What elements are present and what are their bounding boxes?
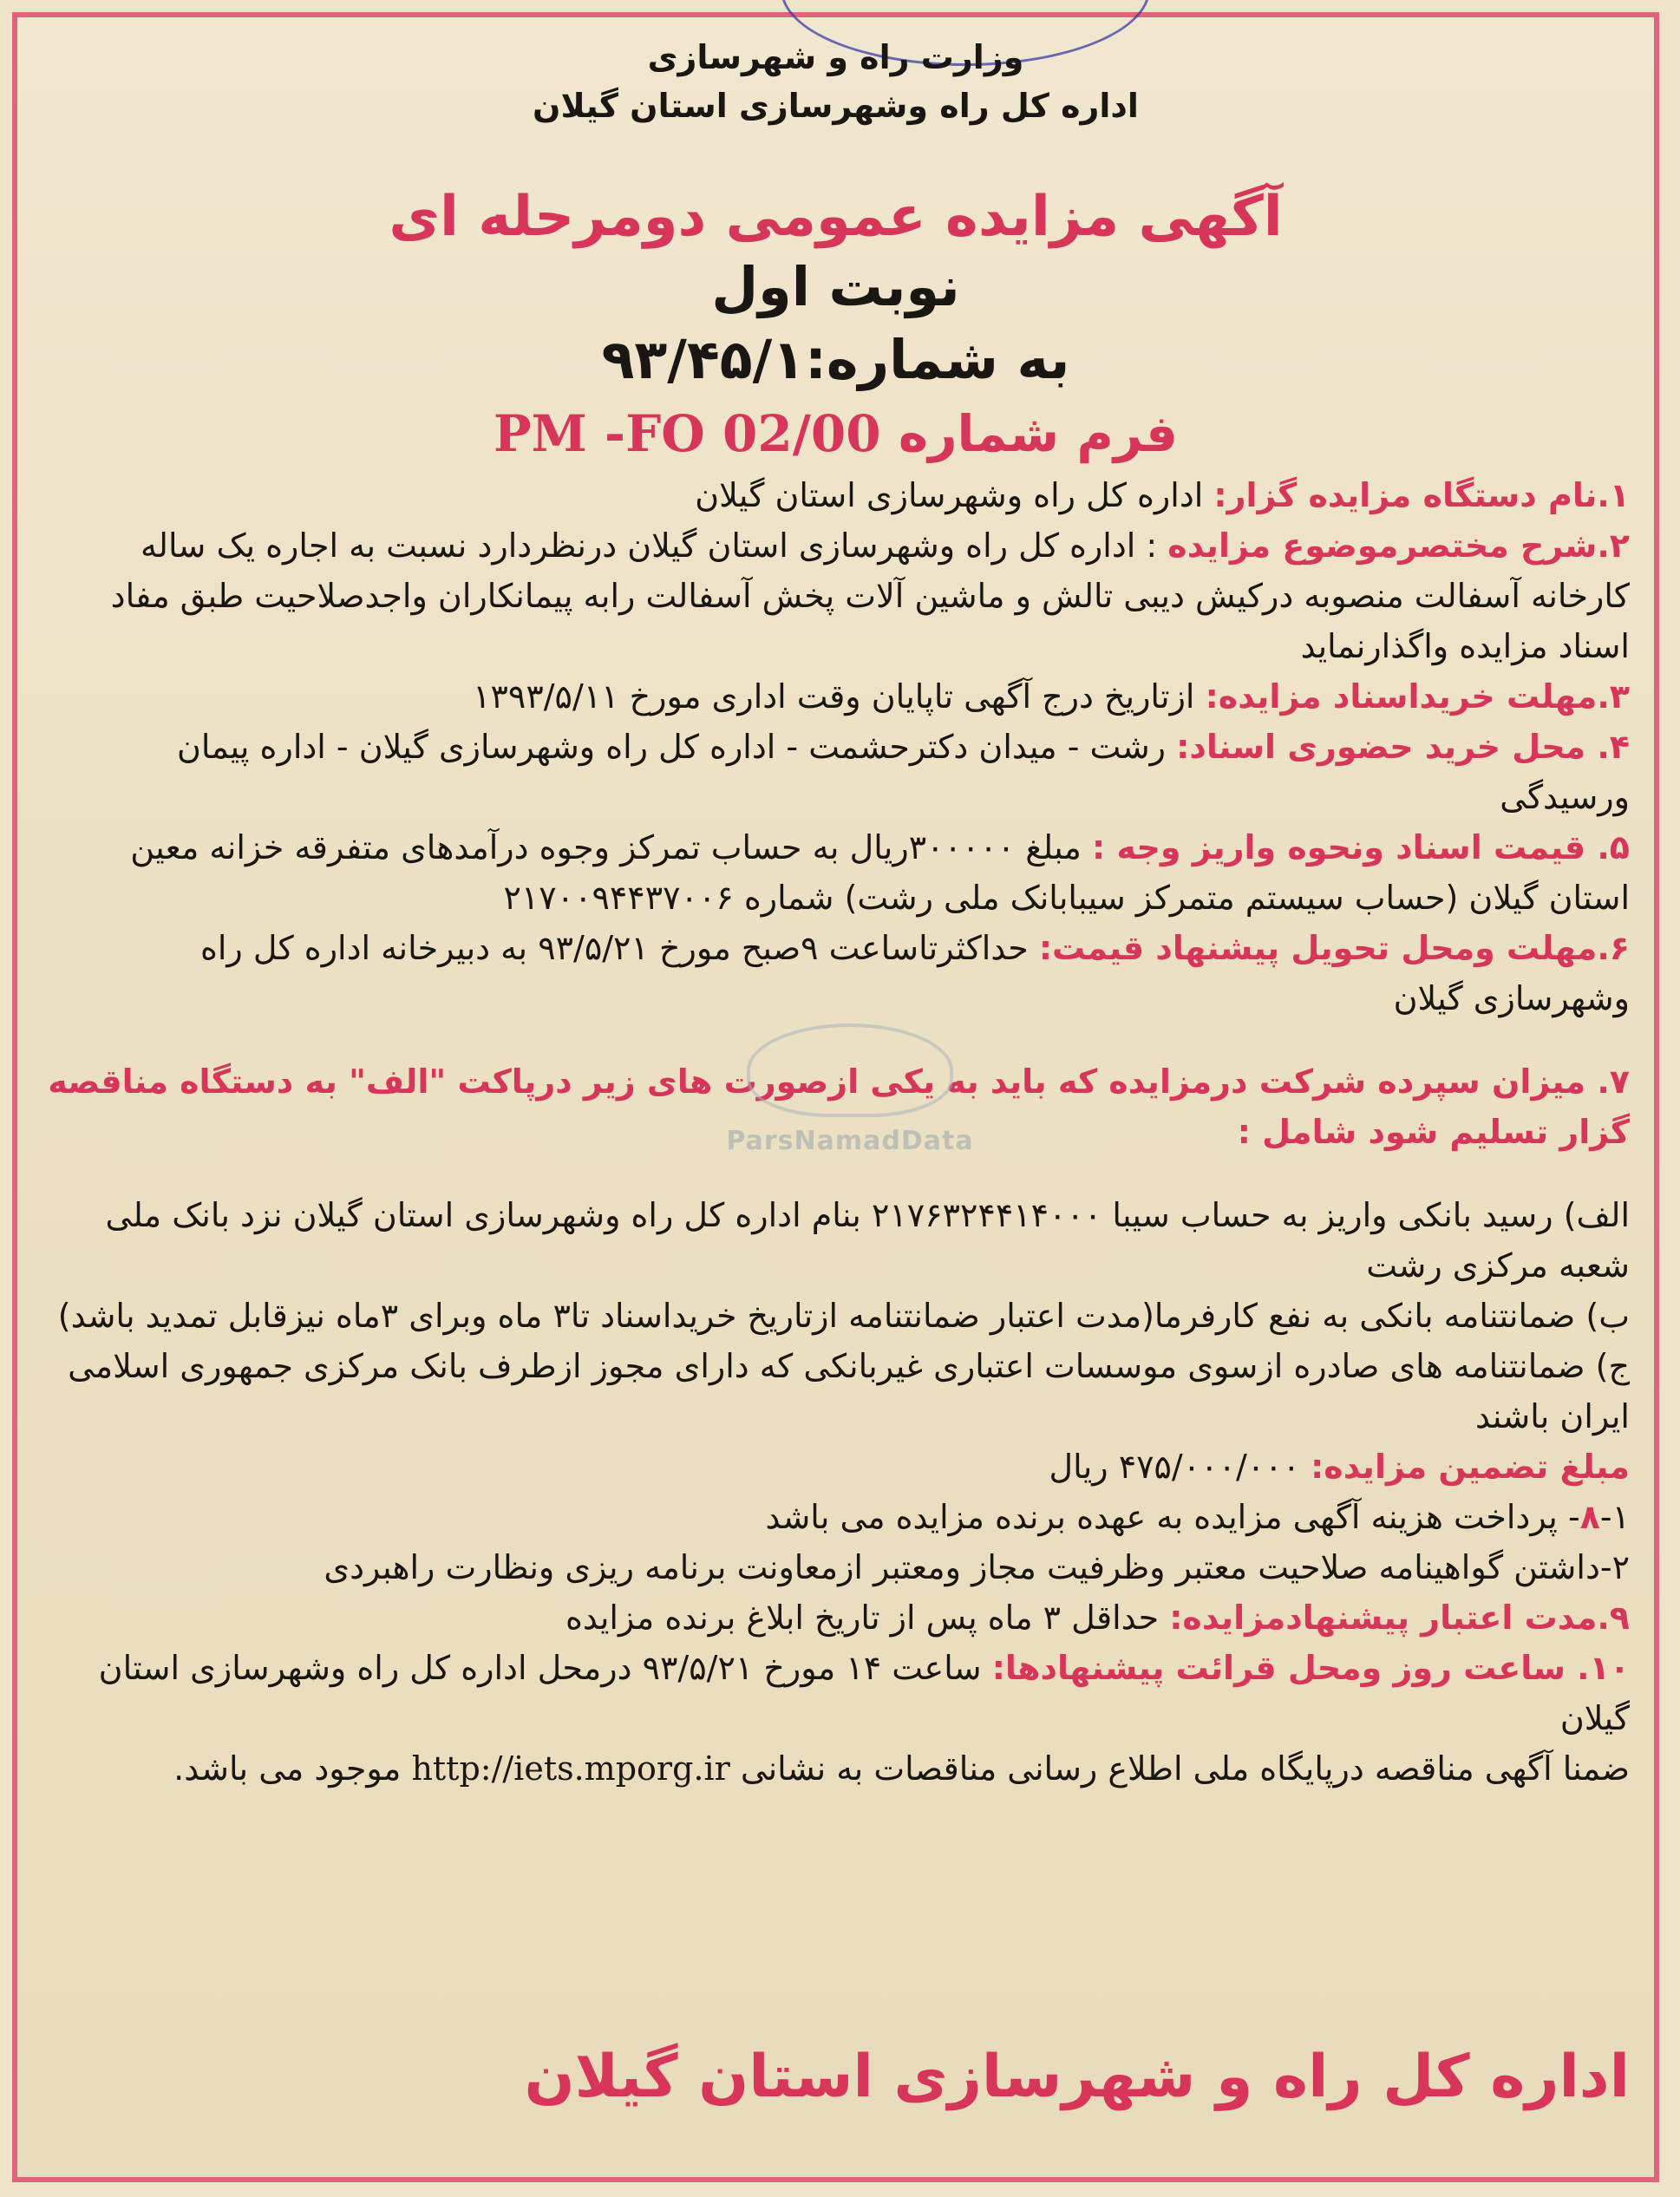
item-6 <box>42 923 1630 1023</box>
item-4 <box>42 722 1630 822</box>
notice-number: به شماره:۹۳/۴۵/۱ <box>601 328 1070 391</box>
form-number <box>42 397 1630 470</box>
item-10-text: ساعت ۱۴ مورخ ۹۳/۵/۲۱ درمحل اداره کل راه وشهرسازی استان گیلان <box>98 1649 1630 1737</box>
item-6-text: حداکثرتاساعت ۹صبح مورخ ۹۳/۵/۲۱ به دبیرخانه اداره کل راه وشهرسازی گیلان <box>199 929 1630 1017</box>
item-5 <box>42 822 1630 923</box>
notice-frame <box>12 12 1659 2182</box>
guarantee-value: ۴۷۵/۰۰۰/۰۰۰ ریال <box>1049 1448 1300 1486</box>
item-4-label: ۴. محل خرید حضوری اسناد: <box>1176 728 1630 766</box>
tender-note-text: ضمنا آگهی مناقصه درپایگاه ملی اطلاع رسانی مناقصات به نشانی <box>740 1749 1630 1788</box>
item-9-text: حداقل ۳ ماه پس از تاریخ ابلاغ برنده مزایده <box>565 1599 1160 1637</box>
item-9 <box>42 1592 1630 1643</box>
item-3-text: ازتاریخ درج آگهی تاپایان وقت اداری مورخ ۱۳۹۳/۵/۱۱ <box>473 677 1195 716</box>
item-3-label: ۳.مهلت خریداسناد مزایده: <box>1205 677 1630 716</box>
tender-note <box>42 1743 1630 1794</box>
item-5-label: ۵. قیمت اسناد ونحوه واریز وجه : <box>1092 828 1630 866</box>
watermark <box>685 1023 1015 1180</box>
item-10-label: ۱۰. ساعت روز ومحل قرائت پیشنهادها: <box>991 1649 1630 1687</box>
form-label: فرم شماره <box>898 404 1178 463</box>
form-code: PM -FO 02/00 <box>494 404 881 463</box>
item-7-option-c: ج) ضمانتنامه های صادره ازسوی موسسات اعتباری غیربانکی که دارای مجوز ازطرف بانک مرکزی جمهوری اسلامی ایران باشند <box>68 1347 1630 1435</box>
item-8-1-text: -۱- پرداخت هزینه آگهی مزایده به عهده برنده مزایده می باشد <box>765 1498 1630 1536</box>
ministry-name: وزارت راه و شهرسازی <box>647 38 1024 76</box>
item-7: ۷. میزان سپرده شرکت درمزایده که باید به یکی ازصورت های زیر درپاکت "الف" به دستگاه مناقصه گزار تسلیم شود شامل : <box>48 1063 1630 1151</box>
watermark-text: ParsNamadData <box>726 1126 974 1156</box>
item-4-text: رشت - میدان دکترحشمت - اداره کل راه وشهرسازی گیلان - اداره پیمان ورسیدگی <box>176 728 1630 816</box>
item-8-1 <box>42 1492 1630 1542</box>
item-3 <box>42 671 1630 722</box>
item-10 <box>42 1643 1630 1743</box>
item-6-label: ۶.مهلت ومحل تحویل پیشنهاد قیمت: <box>1038 929 1630 967</box>
watermark-logo-icon <box>747 1023 953 1117</box>
item-1-label: ۱.نام دستگاه مزایده گزار: <box>1213 476 1630 514</box>
item-2-label: ۲.شرح مختصرموضوع مزایده <box>1167 526 1630 565</box>
guarantee-amount <box>42 1442 1630 1492</box>
tender-note-end: موجود می باشد. <box>173 1749 402 1788</box>
tender-portal-link[interactable]: http://iets.mporg.ir <box>411 1749 730 1788</box>
item-7-option-a: الف) رسید بانکی واریز به حساب سیبا ۲۱۷۶۳۲۴۴۱۴۰۰۰ بنام اداره کل راه وشهرسازی استان گیلان نزد بانک ملی شعبه مرکزی رشت <box>105 1196 1630 1285</box>
item-5-text: مبلغ ۳۰۰۰۰۰ریال به حساب تمرکز وجوه درآمدهای متفرقه خزانه معین استان گیلان (حساب سیستم متمرکز سیبابانک ملی رشت) شماره ۲۱۷۰۰۹۴۴۳۷۰۰۶ <box>130 828 1630 917</box>
notice-turn: نوبت اول <box>711 255 960 318</box>
item-8-2: ۲-داشتن گواهینامه صلاحیت معتبر وظرفیت مجاز ومعتبر ازمعاونت برنامه ریزی ونظارت راهبردی <box>324 1548 1630 1586</box>
guarantee-label: مبلغ تضمین مزایده: <box>1311 1448 1630 1486</box>
notice-title: آگهی مزایده عمومی دومرحله ای <box>389 185 1283 249</box>
item-9-label: ۹.مدت اعتبار پیشنهادمزایده: <box>1169 1599 1630 1637</box>
item-2-text: : اداره کل راه وشهرسازی استان گیلان درنظردارد نسبت به اجاره یک ساله کارخانه آسفالت منصوبه درکیش دیبی تالش و ماشین آلات پخش آسفالت رابه پیمانکاران واجدصلاحیت طبق مفاد اسناد مزایده واگذارنماید <box>110 526 1630 665</box>
issuer-signature: اداره کل راه و شهرسازی استان گیلان <box>524 2043 1630 2111</box>
office-name: اداره کل راه وشهرسازی استان گیلان <box>533 87 1139 125</box>
item-7-option-b: ب) ضمانتنامه بانکی به نفع کارفرما(مدت اعتبار ضمانتنامه ازتاریخ خریداسناد تا۳ ماه وبرای ۳ماه نیزقابل تمدید باشد) <box>57 1297 1630 1335</box>
item-8-label: ۸ <box>1579 1498 1600 1536</box>
item-1 <box>42 470 1630 520</box>
item-2 <box>42 520 1630 671</box>
item-1-text: اداره کل راه وشهرسازی استان گیلان <box>695 476 1204 514</box>
